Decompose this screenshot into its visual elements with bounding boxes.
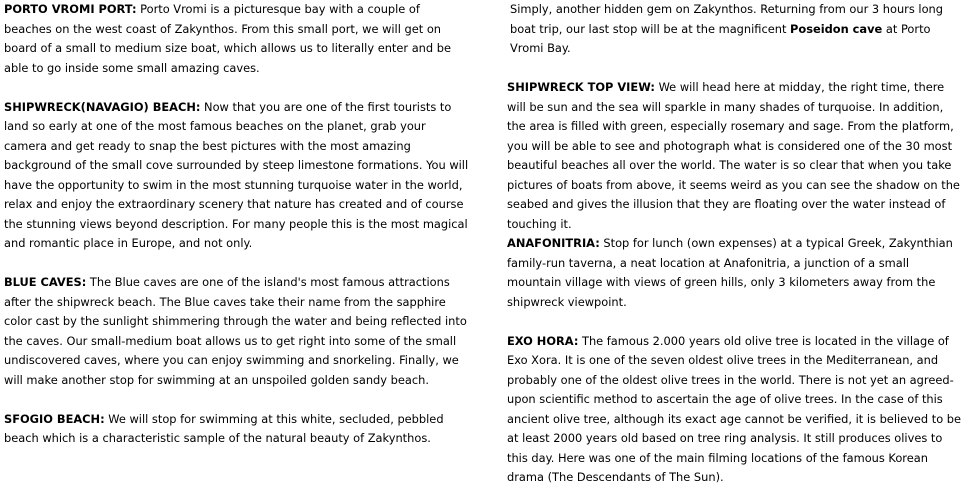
paragraph-gap bbox=[4, 390, 469, 410]
exo-hora-heading: EXO HORA: bbox=[507, 333, 579, 348]
blue-caves-text: The Blue caves are one of the island's most famous attractions after the shipwreck beach. The Blue caves take their name from the sapphire color cast by the sunlight shimmering through the water and being reflected into the caves. Our small-medium boat allows us to get right into some of the small undiscovered caves, where you can enjoy swimming and snorkeling. Finally, we will make another stop for swimming at an unspoiled golden sandy beach. bbox=[4, 275, 467, 387]
anafonitria-heading: ANAFONITRIA: bbox=[507, 236, 600, 250]
right-column bbox=[507, 0, 962, 488]
porto-vromi-text: Porto Vromi is a picturesque bay with a couple of beaches on the west coast of Zakynthos. From this small port, we will get on board of a small to medium size boat, which allows us to literally enter and be able to go inside some small amazing caves. bbox=[4, 2, 451, 75]
blue-caves-heading: BLUE CAVES: bbox=[4, 275, 87, 289]
intro-text-after: at Porto Vromi Bay. bbox=[510, 21, 931, 55]
shipwreck-text: Now that you are one of the first tourists to land so early at one of the most famous beaches on the planet, grab your camera and get ready to snap the best pictures with the most amazing background of the small cove surrounded by steep limestone formations. You will have the opportunity to swim in the most stunning turquoise water in the world, relax and enjoy the extraordinary scenery that nature has created and of course the stunning views beyond description. For many people this is the most magical and romantic place in Europe, and not only. bbox=[4, 99, 469, 250]
shipwreck-heading: SHIPWRECK(NAVAGIO) BEACH: bbox=[4, 99, 201, 114]
sfogio-paragraph bbox=[4, 410, 469, 449]
porto-vromi-paragraph bbox=[4, 0, 469, 78]
intro-text-before: Simply, another hidden gem on Zakynthos. Returning from our 3 hours long boat trip, our last stop will be at the magnificent bbox=[510, 2, 944, 36]
paragraph-gap bbox=[507, 312, 962, 332]
anafonitria-text: Stop for lunch (own expenses) at a typical Greek, Zakynthian family-run taverna, a neat location at Anafonitria, a junction of a small mountain village with views of green hills, only 3 kilometers away from the shipwreck viewpoint. bbox=[507, 236, 953, 309]
exo-hora-paragraph bbox=[507, 332, 962, 488]
sfogio-text: We will stop for swimming at this white, secluded, pebbled beach which is a characteristic sample of the natural beauty of Zakynthos. bbox=[4, 411, 444, 445]
shipwreck-top-view-text: We will head here at midday, the right time, there will be sun and the sea will sparkle in many shades of turquoise. In addition, the area is filled with green, especially rosemary and sage. From the platform, you will be able to see and photograph what is considered one of the 30 most beautiful beaches all over the world. The water is so clear that when you take pictures of boats from above, it seems weird as you can see the shadow on the seabed and gives the illusion that they are floating over the water instead of touching it. bbox=[507, 80, 960, 231]
shipwreck-top-view-paragraph bbox=[507, 78, 962, 234]
paragraph-gap bbox=[507, 59, 962, 79]
exo-hora-text: The famous 2.000 years old olive tree is located in the village of Exo Xora. It is one of the seven oldest olive trees in the Mediterranean, and probably one of the oldest olive trees in the world. There is not yet an agreed-upon scientific method to ascertain the age of olive trees. In the case of this ancient olive tree, although its exact age cannot be verified, it is believed to be at least 2000 years old based on tree ring analysis. It still produces olives to this day. Here was one of the main filming locations of the famous Korean drama (The Descendants of The Sun). bbox=[507, 333, 962, 484]
paragraph-gap bbox=[4, 78, 469, 98]
blue-caves-paragraph bbox=[4, 273, 469, 390]
porto-vromi-heading: PORTO VROMI PORT: bbox=[4, 2, 137, 16]
sfogio-heading: SFOGIO BEACH: bbox=[4, 411, 105, 426]
anafonitria-paragraph bbox=[507, 234, 962, 312]
shipwreck-top-view-heading: SHIPWRECK TOP VIEW: bbox=[507, 80, 655, 94]
shipwreck-paragraph bbox=[4, 98, 469, 254]
poseidon-cave-bold: Poseidon cave bbox=[790, 21, 883, 36]
left-column bbox=[4, 0, 469, 449]
intro-paragraph bbox=[507, 0, 962, 59]
paragraph-gap bbox=[4, 254, 469, 274]
